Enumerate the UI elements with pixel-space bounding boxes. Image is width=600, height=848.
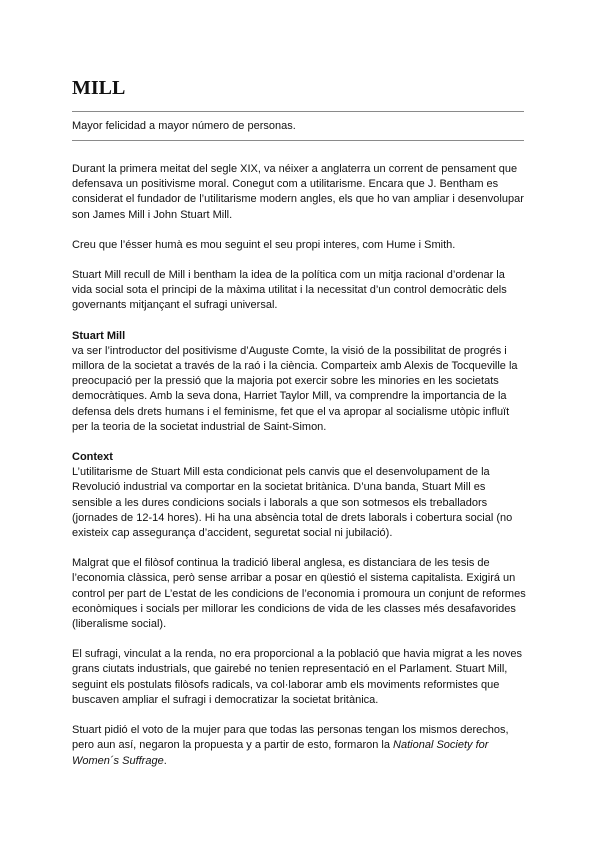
final-paragraph-end: .	[163, 754, 167, 767]
title-rule-top	[72, 111, 524, 112]
stuart-mill-paragraph: va ser l’introductor del positivisme d’Auguste Comte, la visió de la possibilitat de progrés i millora de la societat a través de la raó i la ciència. Comparteix amb Alexis de Tocqueville la preocupació per la pressió que la majoria pot exercir sobre les minories en les societats democràtiques. Amb la seva dona, Harriet Taylor Mill, va comprendre la importancia de la defensa dels drets humans i el feminisme, fet que el va apropar al socialisme utòpic influït per la teoria de la societat industrial de Saint-Simon.	[72, 344, 518, 433]
final-paragraph-text: Stuart pidió el voto de la mujer para que todas las personas tengan los mismos derechos, pero aun así, negaron la propuesta y a partir de esto, formaron la	[72, 724, 509, 752]
society-name: National Society for Women´s Suffrage	[72, 739, 489, 767]
intro-paragraph-1: Durant la primera meitat del segle XIX, va néixer a anglaterra un corrent de pensament que defensava un positivisme moral. Conegut com a utilitarisme. Encara que J. Bentham es considerat el fundador de l’utilitarisme modern angles, els que ho van ampliar i desenvolupar son James Mill i John Stuart Mill.	[72, 163, 524, 221]
subtitle-rule-bottom	[72, 140, 524, 141]
document-body	[72, 162, 526, 784]
intro-paragraph-3: Stuart Mill recull de Mill i bentham la idea de la política com un mitja racional d’ordenar la vida social sota el principi de la màxima utilitat i la necessitat d’un control democràtic dels governants mitjançant el sufragi universal.	[72, 269, 507, 312]
document-subtitle: Mayor felicidad a mayor número de personas.	[72, 120, 296, 132]
context-paragraph-3: El sufragi, vinculat a la renda, no era proporcional a la població que havia migrat a les noves grans ciutats industrials, que gairebé no tenien representació en el Parlament. Stuart Mill, seguint els postulats filòsofs radicals, va col·laborar amb els moviments reformistes que buscaven ampliar el sufragi i democratizar la societat britànica.	[72, 648, 523, 706]
context-paragraph-final	[72, 723, 526, 769]
document-title: MILL	[72, 77, 126, 99]
section-heading-context: Context	[72, 451, 113, 464]
section-heading-stuart-mill: Stuart Mill	[72, 329, 126, 342]
context-paragraph-2: Malgrat que el filòsof continua la tradició liberal anglesa, es distanciara de les tesis de l’economia clàssica, però sense arribar a posar en qüestió el sistema capitalista. Exigirá un control per part de L’estat de les condicions de l’economia i promoura un conjunt de reformes econòmiques i socials per millorar les condicions de vida de les classes més desafavorides (liberalisme social).	[72, 557, 526, 631]
context-paragraph-1: L’utilitarisme de Stuart Mill esta condicionat pels canvis que el desenvolupament de la Revolució industrial va comportar en la societat britànica. D’una banda, Stuart Mill es sensible a les dures condicions socials i laborals a que son sotmesos els treballadors (jornades de 12-14 hores). Hi ha una absència total de drets laborals i cobertura social (no existeix cap assegurança d’accident, seguretat social ni jubilació).	[72, 466, 513, 540]
intro-paragraph-2: Creu que l’ésser humà es mou seguint el seu propi interes, com Hume i Smith.	[72, 238, 456, 251]
